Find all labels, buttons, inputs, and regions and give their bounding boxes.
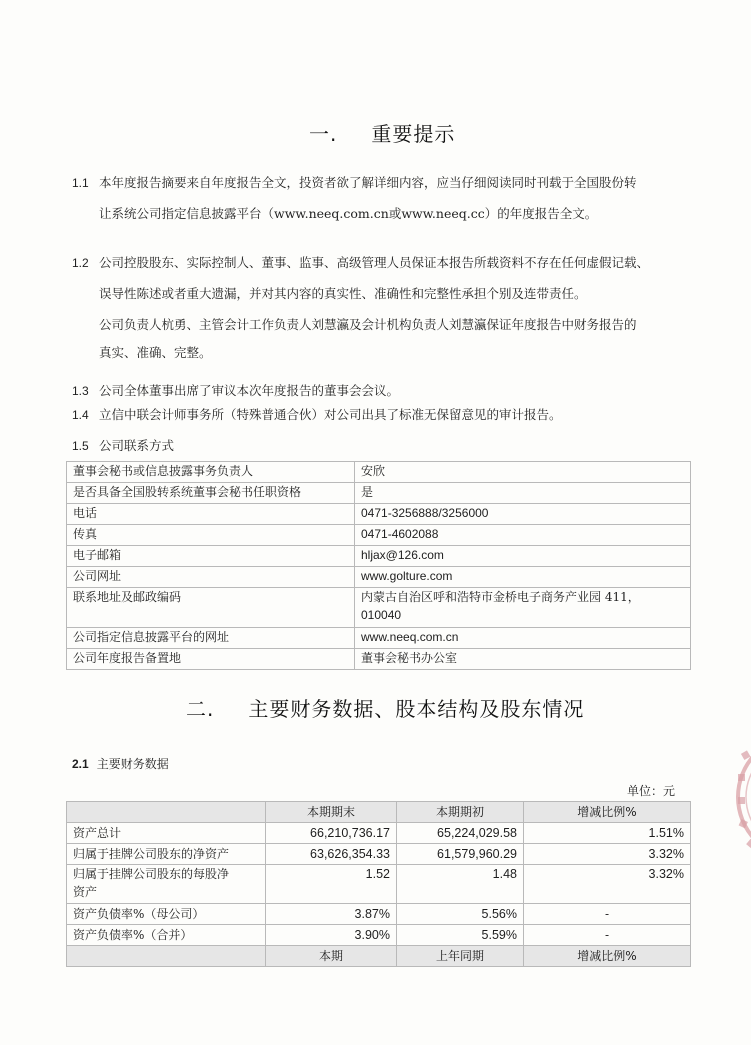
item-1-2-line-2: 误导性陈述或者重大遗漏，并对其内容的真实性、准确性和完整性承担个别及连带责任。 xyxy=(99,286,587,301)
row-label: 资产总计 xyxy=(67,823,266,844)
footer-cell: 本期 xyxy=(266,946,397,967)
item-number: 1.5 xyxy=(72,439,89,453)
item-number: 1.2 xyxy=(72,256,89,270)
cell-value: 66,210,736.17 xyxy=(266,823,397,844)
address-line: 内蒙古自治区呼和浩特市金桥电子商务产业园 411， xyxy=(361,590,640,604)
row-label: 归属于挂牌公司股东的净资产 xyxy=(67,844,266,865)
cell-value: - xyxy=(524,925,691,946)
section-2-number: 二. xyxy=(186,697,215,721)
cell-value: 3.87% xyxy=(266,904,397,925)
cell-value: 3.32% xyxy=(524,844,691,865)
footer-cell: 上年同期 xyxy=(397,946,524,967)
cell-value: 3.90% xyxy=(266,925,397,946)
item-1-2-line-4: 真实、准确、完整。 xyxy=(99,345,212,360)
item-1-3 xyxy=(72,384,399,398)
contact-value: 0471-3256888/3256000 xyxy=(355,504,691,525)
unit-label: 单位：元 xyxy=(627,784,676,798)
contact-key: 公司年度报告备置地 xyxy=(67,649,355,670)
table-row xyxy=(67,865,691,904)
table-row xyxy=(67,462,691,483)
table-row xyxy=(67,504,691,525)
subsection-number: 2.1 xyxy=(72,757,89,771)
table-row xyxy=(67,844,691,865)
table-row xyxy=(67,823,691,844)
table-row xyxy=(67,588,691,628)
item-1-2 xyxy=(72,256,649,270)
row-label xyxy=(67,865,266,904)
footer-cell xyxy=(67,946,266,967)
item-line: 公司联系方式 xyxy=(99,438,175,453)
section-2-title: 主要财务数据、股本结构及股东情况 xyxy=(248,697,585,721)
contact-value: www.neeq.com.cn xyxy=(355,628,691,649)
contact-key: 电子邮箱 xyxy=(67,546,355,567)
cell-value: - xyxy=(524,904,691,925)
item-1-5 xyxy=(72,439,174,453)
table-row xyxy=(67,649,691,670)
header-cell: 本期期初 xyxy=(397,802,524,823)
cell-value: 5.56% xyxy=(397,904,524,925)
subsection-title: 主要财务数据 xyxy=(96,757,169,771)
item-1-1 xyxy=(72,176,637,190)
footer-cell: 增减比例% xyxy=(524,946,691,967)
cell-value: 5.59% xyxy=(397,925,524,946)
financial-table xyxy=(66,801,691,967)
section-1-title: 重要提示 xyxy=(371,122,456,146)
table-row xyxy=(67,925,691,946)
section-2-heading xyxy=(186,693,584,722)
item-1-2-line-3: 公司负责人杭勇、主管会计工作负责人刘慧瀛及会计机构负责人刘慧瀛保证年度报告中财务报告的 xyxy=(99,317,637,332)
seal-stamp-icon xyxy=(728,722,751,872)
item-number: 1.3 xyxy=(72,384,89,398)
contact-value: www.golture.com xyxy=(355,567,691,588)
section-1-heading xyxy=(309,118,455,147)
contact-table xyxy=(66,461,691,670)
row-label-line: 归属于挂牌公司股东的每股净 xyxy=(73,867,230,881)
contact-key: 董事会秘书或信息披露事务负责人 xyxy=(67,462,355,483)
contact-key: 电话 xyxy=(67,504,355,525)
cell-value: 1.48 xyxy=(397,865,524,904)
item-1-1-line-2: 让系统公司指定信息披露平台（www.neeq.com.cn或www.neeq.cc）的年度报告全文。 xyxy=(99,206,598,221)
cell-value: 3.32% xyxy=(524,865,691,904)
cell-value: 1.52 xyxy=(266,865,397,904)
contact-value: 0471-4602088 xyxy=(355,525,691,546)
table-row xyxy=(67,525,691,546)
table-row xyxy=(67,904,691,925)
table-row xyxy=(67,628,691,649)
header-cell xyxy=(67,802,266,823)
table-header-row xyxy=(67,802,691,823)
item-line: 公司全体董事出席了审议本次年度报告的董事会会议。 xyxy=(99,383,400,398)
cell-value: 63,626,354.33 xyxy=(266,844,397,865)
row-label: 资产负债率%（合并） xyxy=(67,925,266,946)
contact-key: 联系地址及邮政编码 xyxy=(67,588,355,628)
item-number: 1.4 xyxy=(72,408,89,422)
header-cell: 本期期末 xyxy=(266,802,397,823)
item-line: 公司控股股东、实际控制人、董事、监事、高级管理人员保证本报告所载资料不存在任何虚假记载、 xyxy=(99,255,650,270)
contact-value: 是 xyxy=(355,483,691,504)
item-number: 1.1 xyxy=(72,176,89,190)
postal-code: 010040 xyxy=(361,608,402,622)
cell-value: 1.51% xyxy=(524,823,691,844)
row-label: 资产负债率%（母公司） xyxy=(67,904,266,925)
table-row xyxy=(67,567,691,588)
contact-value: hljax@126.com xyxy=(355,546,691,567)
contact-value xyxy=(355,588,691,628)
table-row xyxy=(67,483,691,504)
header-cell: 增减比例% xyxy=(524,802,691,823)
item-line: 本年度报告摘要来自年度报告全文，投资者欲了解详细内容，应当仔细阅读同时刊载于全国股份转 xyxy=(99,175,637,190)
subsection-2-1 xyxy=(72,757,169,771)
contact-key: 是否具备全国股转系统董事会秘书任职资格 xyxy=(67,483,355,504)
item-1-4 xyxy=(72,408,562,422)
section-1-number: 一. xyxy=(309,122,338,146)
contact-value: 安欣 xyxy=(355,462,691,483)
contact-key: 传真 xyxy=(67,525,355,546)
contact-key: 公司指定信息披露平台的网址 xyxy=(67,628,355,649)
contact-value: 董事会秘书办公室 xyxy=(355,649,691,670)
row-label-line: 资产 xyxy=(73,885,98,899)
cell-value: 61,579,960.29 xyxy=(397,844,524,865)
item-line: 立信中联会计师事务所（特殊普通合伙）对公司出具了标准无保留意见的审计报告。 xyxy=(99,407,562,422)
cell-value: 65,224,029.58 xyxy=(397,823,524,844)
table-footer-row xyxy=(67,946,691,967)
table-row xyxy=(67,546,691,567)
contact-key: 公司网址 xyxy=(67,567,355,588)
